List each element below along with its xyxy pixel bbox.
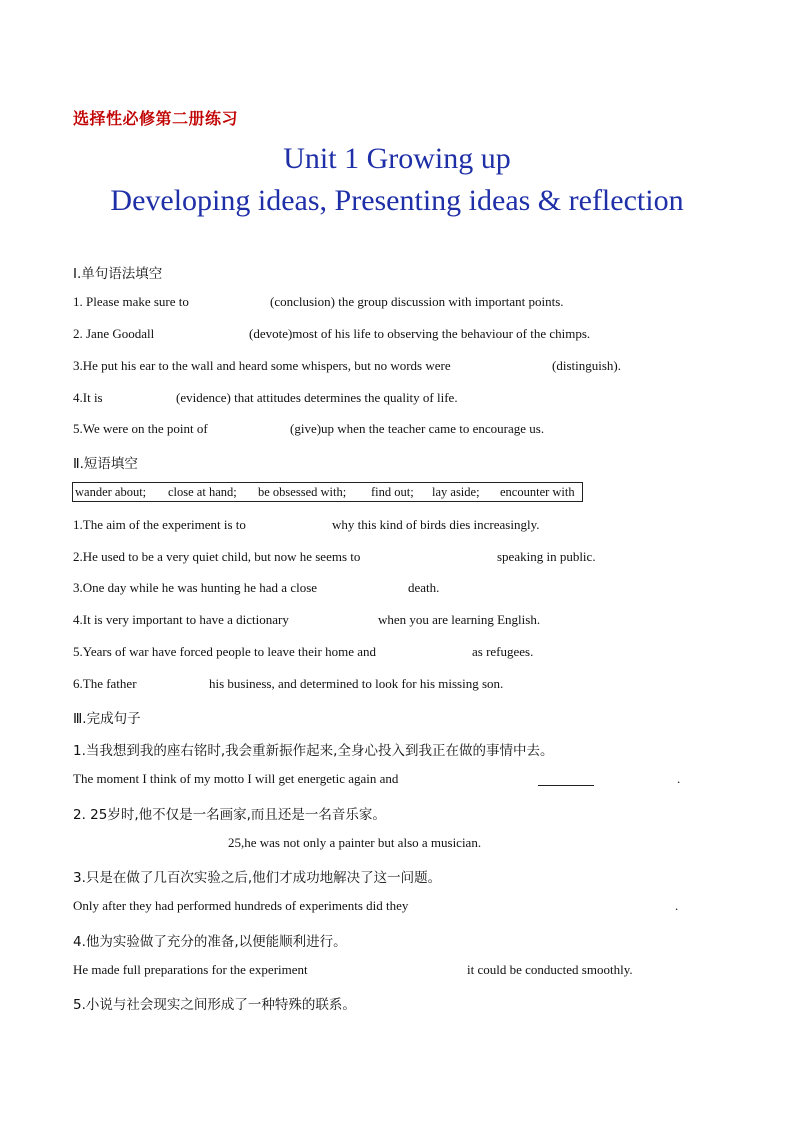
item-text-after: when you are learning English.: [378, 612, 541, 627]
lesson-subtitle: Developing ideas, Presenting ideas & reflection: [110, 184, 684, 217]
item-text-after: .: [675, 898, 679, 913]
section3-item-4-chinese: 4.他为实验做了充分的准备,以便能顺利进行。: [73, 934, 347, 950]
item-text-after: .: [677, 771, 681, 786]
section2-item-5: [73, 644, 534, 660]
section1-item-2: [73, 326, 591, 342]
item-text-before: 5.Years of war have forced people to leave their home and: [73, 644, 376, 659]
section3-item-1-chinese: 1.当我想到我的座右铭时,我会重新振作起来,全身心投入到我正在做的事情中去。: [73, 743, 554, 759]
section3-heading: Ⅲ.完成句子: [73, 711, 141, 727]
section1-heading: Ⅰ.单句语法填空: [73, 266, 163, 282]
section2-item-1: [73, 517, 540, 533]
textbook-tag: 选择性必修第二册练习: [73, 109, 239, 128]
section2-item-4: [73, 612, 541, 628]
item-text-after: 25,he was not only a painter but also a musician.: [228, 835, 482, 850]
item-text-before: 2.He used to be a very quiet child, but now he seems to: [73, 549, 361, 564]
phrase-2: close at hand;: [168, 485, 237, 499]
item-text-before: Only after they had performed hundreds of experiments did they: [73, 898, 409, 913]
unit-title: Unit 1 Growing up: [283, 142, 511, 175]
phrase-3: be obsessed with;: [258, 485, 347, 499]
item-text-before: 1. Please make sure to: [73, 294, 189, 309]
item-text-after: (distinguish).: [552, 358, 621, 373]
item-text-before: The moment I think of my motto I will get energetic again and: [73, 771, 399, 786]
item-text-after: as refugees.: [472, 644, 534, 659]
item-text-before: 3.One day while he was hunting he had a close: [73, 580, 318, 595]
item-text-before: 3.He put his ear to the wall and heard some whispers, but no words were: [73, 358, 451, 373]
item-text-before: 6.The father: [73, 676, 137, 691]
section1-item-1: [73, 294, 564, 310]
section1-item-4: [73, 390, 458, 406]
section3-item-5-chinese: 5.小说与社会现实之间形成了一种特殊的联系。: [73, 997, 356, 1013]
section1-item-5: [73, 421, 545, 437]
item-text-after: (conclusion) the group discussion with important points.: [270, 294, 564, 309]
item-text-after: (give)up when the teacher came to encourage us.: [290, 421, 545, 436]
item-text-after: (evidence) that attitudes determines the quality of life.: [176, 390, 458, 405]
item-text-after: his business, and determined to look for his missing son.: [209, 676, 504, 691]
item-text-after: it could be conducted smoothly.: [467, 962, 633, 977]
item-text-before: 5.We were on the point of: [73, 421, 208, 436]
section3-item-2-chinese: 2. 25岁时,他不仅是一名画家,而且还是一名音乐家。: [73, 807, 386, 823]
answer-underline: [538, 785, 594, 786]
section2-heading: Ⅱ.短语填空: [73, 456, 138, 472]
section3-item-3-english: [73, 898, 679, 914]
item-text-before: 2. Jane Goodall: [73, 326, 155, 341]
phrase-6: encounter with: [500, 485, 575, 499]
item-text-before: 1.The aim of the experiment is to: [73, 517, 246, 532]
item-text-before: He made full preparations for the experiment: [73, 962, 308, 977]
phrase-1: wander about;: [75, 485, 147, 499]
section3-item-4-english: [73, 962, 633, 978]
item-text-before: 4.It is: [73, 390, 103, 405]
item-text-after: speaking in public.: [497, 549, 596, 564]
item-text-after: (devote)most of his life to observing the behaviour of the chimps.: [249, 326, 591, 341]
phrase-4: find out;: [371, 485, 414, 499]
section3-item-3-chinese: 3.只是在做了几百次实验之后,他们才成功地解决了这一问题。: [73, 870, 442, 886]
section2-item-2: [73, 549, 596, 565]
section1-item-3: [73, 358, 621, 374]
section2-item-3: [73, 580, 440, 596]
item-text-after: why this kind of birds dies increasingly.: [332, 517, 540, 532]
item-text-before: 4.It is very important to have a dictionary: [73, 612, 289, 627]
phrase-5: lay aside;: [432, 485, 480, 499]
section2-item-6: [73, 676, 504, 692]
phrase-box: [72, 482, 583, 502]
section3-item-1-english: [73, 771, 681, 787]
item-text-after: death.: [408, 580, 440, 595]
